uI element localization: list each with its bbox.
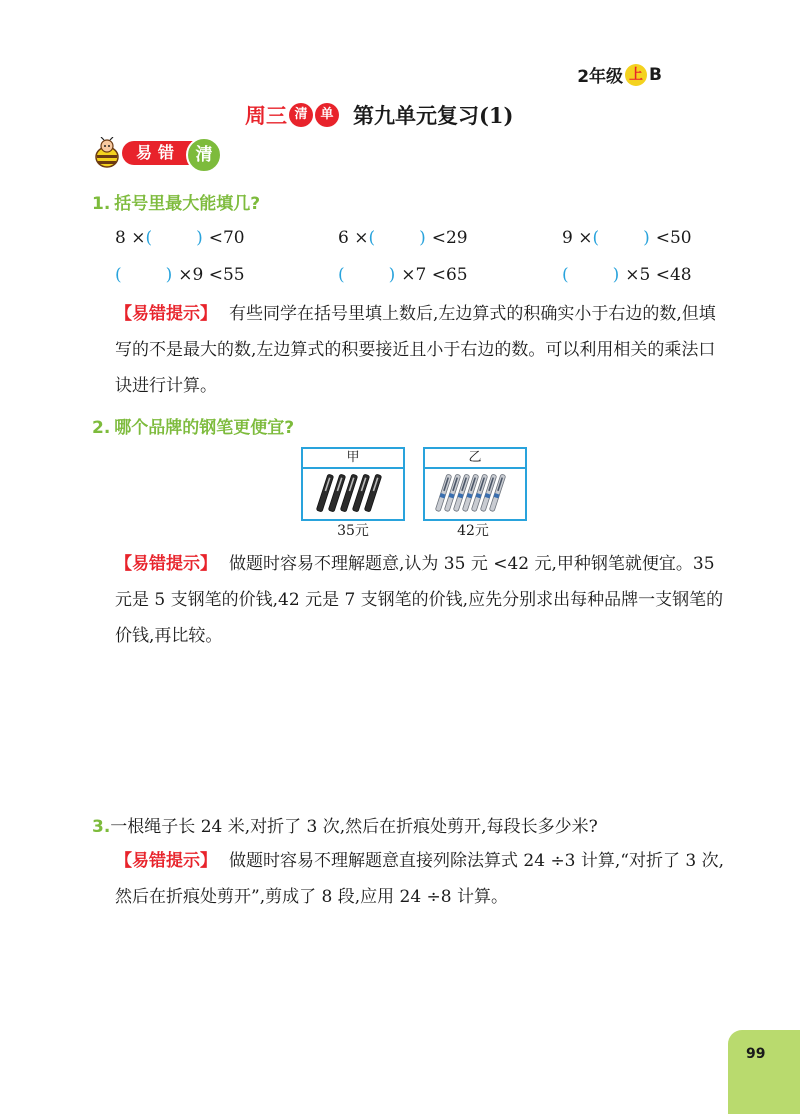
section-tag (92, 136, 218, 170)
title-main: 第九单元复习(1) (353, 103, 514, 128)
expr-suffix: ×5 <48 (625, 265, 692, 285)
tip-3 (115, 843, 725, 915)
expression-2-3 (562, 265, 692, 285)
paren-close: ) (419, 228, 426, 248)
tip-text: 做题时容易不理解题意,认为 35 元 <42 元,甲种钢笔就便宜。35 元是 5 支钢笔的价钱,42 元是 7 支钢笔的价钱,应先分别求出每种品牌一支钢笔的价钱,再比较。 (115, 554, 724, 646)
bee-icon (92, 137, 122, 169)
expr-suffix: ×9 <55 (178, 265, 245, 285)
tip-label: 【易错提示】 (115, 554, 217, 574)
question-1 (92, 189, 260, 214)
title-badge-2: 单 (315, 103, 339, 127)
pen-box-b (423, 447, 527, 521)
expr-prefix: 8 × (115, 228, 146, 248)
tip-1 (115, 296, 725, 404)
pens-a-illustration (303, 469, 403, 519)
brand-b-label: 乙 (425, 449, 525, 469)
title-badge-1: 清 (289, 103, 313, 127)
tip-label: 【易错提示】 (115, 851, 217, 871)
paren-open: ( (145, 228, 153, 248)
paren-close: ) (165, 265, 173, 285)
brand-a-label: 甲 (303, 449, 403, 469)
paren-close: ) (388, 265, 396, 285)
pen-box-a (301, 447, 405, 521)
question-3-number: 3. (92, 817, 111, 837)
expr-suffix: <50 (655, 228, 692, 248)
title-day: 周三 (245, 104, 287, 128)
tip-text: 做题时容易不理解题意直接列除法算式 24 ÷3 计算,“对折了 3 次,然后在折痕处剪开”,剪成了 8 段,应用 24 ÷8 计算。 (115, 851, 725, 907)
section-tag-label: 易错 (136, 143, 181, 162)
page-number-tab (728, 1030, 800, 1114)
paren-close: ) (643, 228, 650, 248)
page-number: 99 (746, 1046, 766, 1062)
expression-2-1 (115, 265, 245, 285)
paren-open: ( (592, 228, 600, 248)
expression-2-2 (338, 265, 468, 285)
paren-close: ) (196, 228, 203, 248)
expression-1-2 (338, 228, 468, 248)
question-2-number: 2. (92, 418, 111, 438)
price-a: 35元 (337, 523, 369, 539)
paren-open: ( (338, 265, 345, 285)
tip-text: 有些同学在括号里填上数后,左边算式的积确实小于右边的数,但填写的不是最大的数,左边算式的积要接近且小于右边的数。可以利用相关的乘法口诀进行计算。 (115, 304, 716, 396)
expr-suffix: ×7 <65 (401, 265, 468, 285)
section-tag-circle: 清 (186, 137, 222, 173)
expr-suffix: <29 (431, 228, 468, 248)
paren-open: ( (368, 228, 376, 248)
question-1-number: 1. (92, 194, 111, 214)
page-title (245, 100, 513, 130)
question-2 (92, 413, 294, 438)
pens-b-illustration (425, 469, 525, 519)
grade-tag (577, 62, 662, 87)
tip-2 (115, 546, 725, 654)
grade-prefix: 2年级 (577, 67, 624, 87)
grade-suffix: B (649, 64, 662, 85)
paren-open: ( (115, 265, 122, 285)
question-2-text: 哪个品牌的钢笔更便宜? (114, 418, 295, 438)
question-3 (92, 812, 732, 837)
tip-label: 【易错提示】 (115, 304, 217, 324)
paren-open: ( (562, 265, 569, 285)
expr-prefix: 9 × (562, 228, 593, 248)
expr-prefix: 6 × (338, 228, 369, 248)
expression-1-1 (115, 228, 245, 248)
section-tag-pill (122, 141, 218, 165)
grade-volume-badge: 上 (625, 64, 647, 86)
paren-close: ) (612, 265, 620, 285)
question-3-text: 一根绳子长 24 米,对折了 3 次,然后在折痕处剪开,每段长多少米? (110, 817, 598, 837)
price-b: 42元 (457, 523, 489, 539)
expression-1-3 (562, 228, 692, 248)
expr-suffix: <70 (208, 228, 245, 248)
question-1-text: 括号里最大能填几? (114, 194, 261, 214)
